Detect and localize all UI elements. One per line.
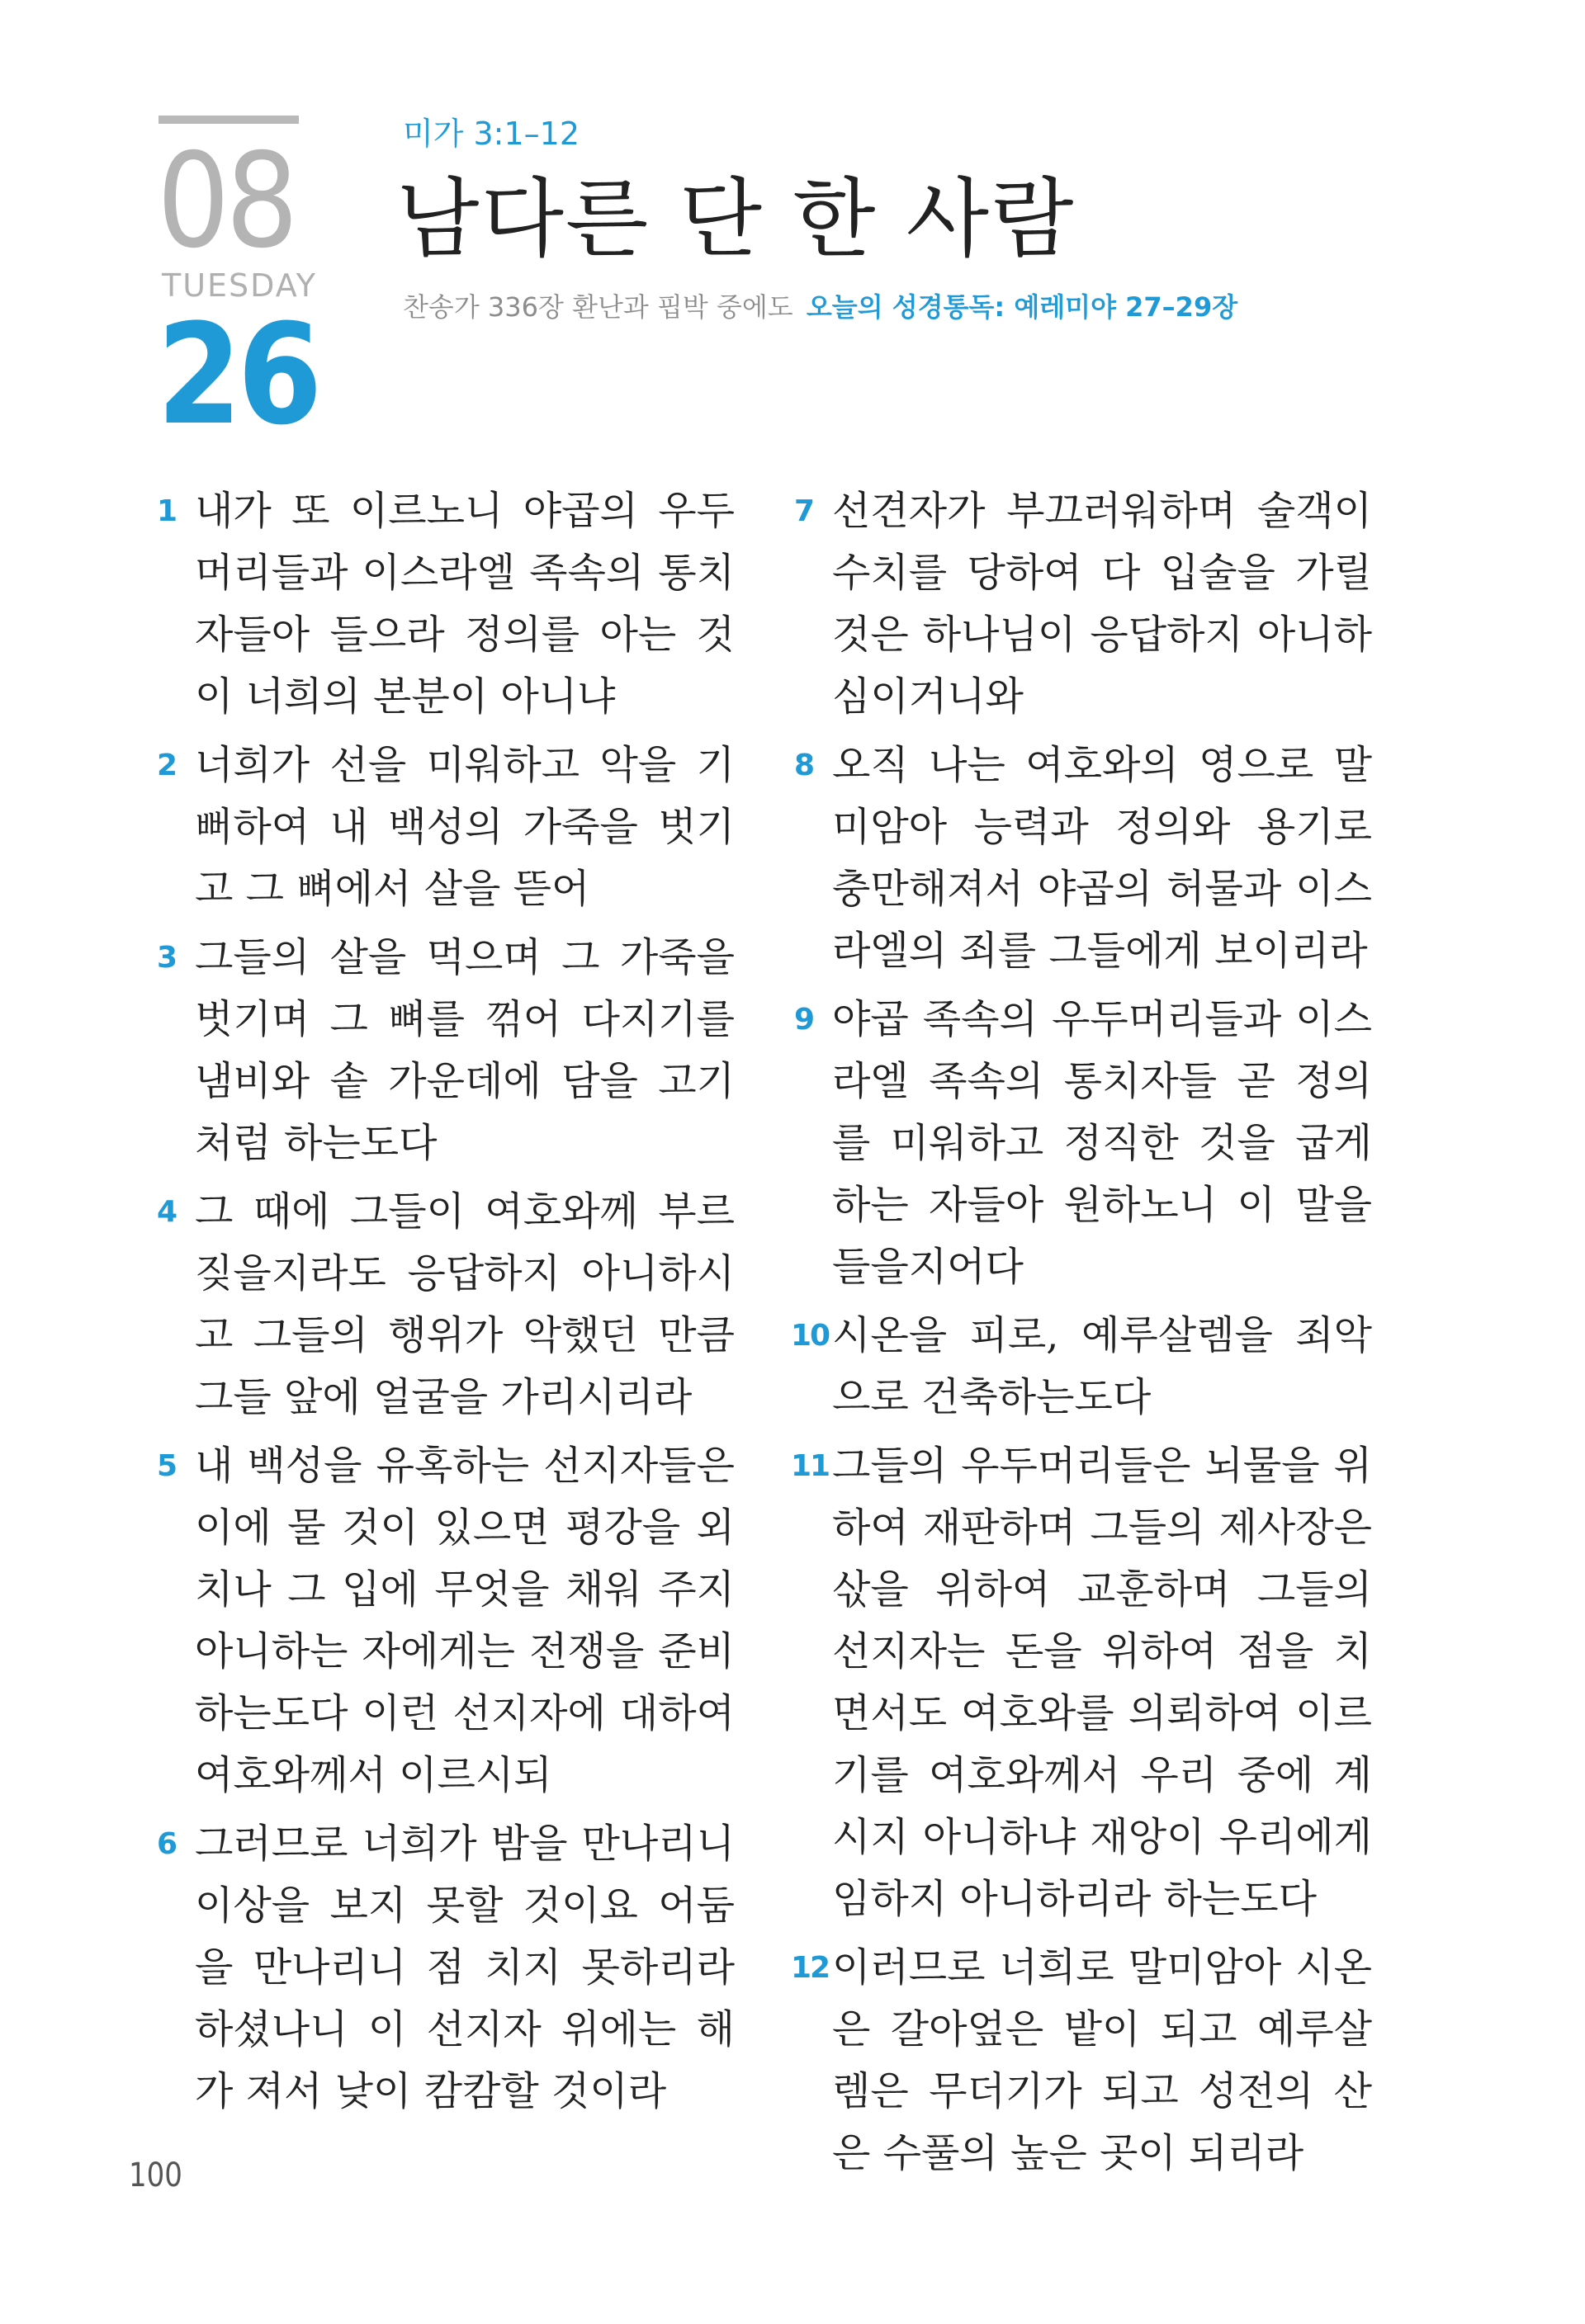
page-number: 100 — [129, 2156, 182, 2194]
verse-number: 7 — [794, 494, 816, 528]
scripture-reference: 미가 3:1–12 — [403, 116, 580, 152]
verse-text: 시온을 피로, 예루살렘을 죄악으로 건축하는도다 — [832, 1312, 1372, 1420]
verse-text: 내 백성을 유혹하는 선지자들은 이에 물 것이 있으면 평강을 외치나 그 입에 무엇을 채워 주지 아니하는 자에게는 전쟁을 준비하는도다 이런 선지자에 대하여 여호와께서 이르시되 — [195, 1443, 735, 1798]
verse — [157, 1181, 735, 1429]
verse-number: 11 — [791, 1449, 830, 1483]
verse — [157, 927, 735, 1174]
verse — [794, 735, 1372, 982]
date-month: 08 — [157, 125, 295, 277]
verse — [791, 1937, 1372, 2185]
verse-text: 내가 또 이르노니 야곱의 우두머리들과 이스라엘 족속의 통치자들아 들으라 정의를 아는 것이 너희의 본분이 아니냐 — [195, 488, 735, 720]
verse-column-left — [157, 480, 735, 2129]
verse — [794, 989, 1372, 1298]
date-divider-bar — [158, 116, 299, 124]
verse-text: 야곱 족속의 우두머리들과 이스라엘 족속의 통치자들 곧 정의를 미워하고 정직한 것을 굽게 하는 자들아 원하노니 이 말을 들을지어다 — [832, 996, 1372, 1290]
verse-column-right — [791, 480, 1372, 2191]
verse-text: 오직 나는 여호와의 영으로 말미암아 능력과 정의와 용기로 충만해져서 야곱의 허물과 이스라엘의 죄를 그들에게 보이리라 — [832, 742, 1372, 974]
verse-number: 8 — [794, 749, 816, 782]
verse-number: 2 — [157, 749, 178, 782]
verse — [157, 1435, 735, 1807]
verse-text: 그 때에 그들이 여호와께 부르짖을지라도 응답하지 아니하시고 그들의 행위가 악했던 만큼 그들 앞에 얼굴을 가리시리라 — [195, 1188, 735, 1420]
verse — [157, 480, 735, 728]
verse-text: 너희가 선을 미워하고 악을 기뻐하여 내 백성의 가죽을 벗기고 그 뼈에서 살을 뜯어 — [195, 742, 735, 912]
verse-number: 9 — [794, 1003, 816, 1037]
verse-number: 6 — [157, 1827, 178, 1861]
verse — [157, 735, 735, 920]
daily-reading: 오늘의 성경통독: 예레미야 27–29장 — [806, 291, 1238, 323]
date-weekday: TUESDAY — [162, 267, 318, 304]
verse-text: 이러므로 너희로 말미암아 시온은 갈아엎은 밭이 되고 예루살렘은 무더기가 되고 성전의 산은 수풀의 높은 곳이 되리라 — [832, 1944, 1372, 2176]
verse-text: 그들의 살을 먹으며 그 가죽을 벗기며 그 뼈를 꺾어 다지기를 냄비와 솥 가운데에 담을 고기처럼 하는도다 — [195, 934, 735, 1166]
verse-number: 4 — [157, 1195, 178, 1229]
verse-text: 선견자가 부끄러워하며 술객이 수치를 당하여 다 입술을 가릴 것은 하나님이 응답하지 아니하심이거니와 — [832, 488, 1372, 720]
verse-text: 그들의 우두머리들은 뇌물을 위하여 재판하며 그들의 제사장은 삯을 위하여 교훈하며 그들의 선지자는 돈을 위하여 점을 치면서도 여호와를 의뢰하여 이르기를 여호와께서 우리 중에 계시지 아니하냐 재앙이 우리에게 임하지 아니하리라 하는도다 — [832, 1443, 1372, 1922]
date-day: 26 — [157, 294, 319, 456]
verse-number: 12 — [791, 1951, 830, 1985]
verse-number: 1 — [157, 494, 178, 528]
hymn-info: 찬송가 336장 환난과 핍박 중에도 — [403, 291, 793, 323]
meta-line — [403, 290, 1237, 324]
verse — [157, 1813, 735, 2123]
verse-text: 그러므로 너희가 밤을 만나리니 이상을 보지 못할 것이요 어둠을 만나리니 점 치지 못하리라 하셨나니 이 선지자 위에는 해가 져서 낮이 캄캄할 것이라 — [195, 1821, 735, 2114]
verse — [791, 1435, 1372, 1930]
verse — [791, 1305, 1372, 1429]
verse — [794, 480, 1372, 728]
verse-number: 10 — [791, 1319, 830, 1353]
verse-number: 3 — [157, 941, 178, 975]
page-title: 남다른 단 한 사람 — [396, 168, 1076, 269]
verse-number: 5 — [157, 1449, 178, 1483]
